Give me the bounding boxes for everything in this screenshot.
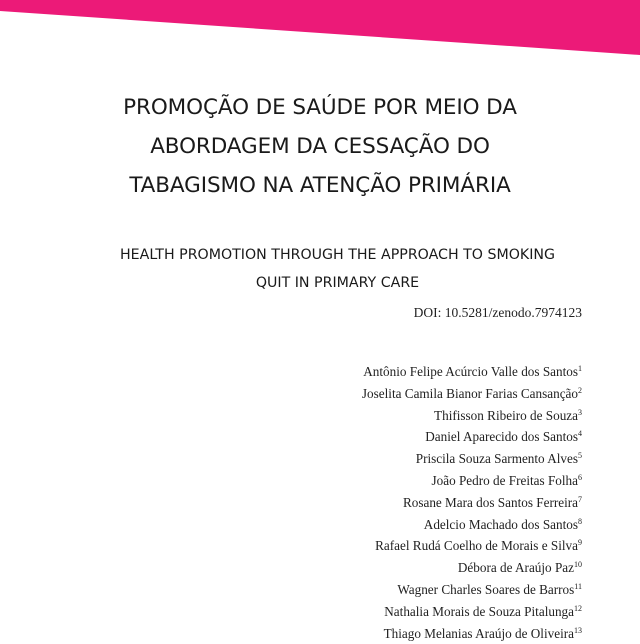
author-name: Daniel Aparecido dos Santos [425, 429, 578, 445]
author-name: Adelcio Machado dos Santos [423, 516, 578, 532]
author [362, 426, 582, 448]
author [362, 405, 582, 427]
subtitle-line: QUIT IN PRIMARY CARE [255, 275, 420, 291]
author-name: Antônio Felipe Acúrcio Valle dos Santos [363, 364, 578, 379]
author [362, 601, 582, 623]
affiliation-number: 2 [578, 385, 582, 395]
author [362, 535, 582, 557]
title-line: PROMOÇÃO DE SAÚDE POR MEIO DA [123, 95, 517, 120]
author [362, 361, 582, 383]
author-list [362, 361, 582, 644]
author-name: Priscila Souza Sarmento Alves [415, 451, 578, 467]
author-name: Joselita Camila Bianor Farias Cansanção [361, 385, 578, 401]
header-banner [0, 0, 640, 60]
doi[interactable]: DOI: 10.5281/zenodo.7974123 [413, 305, 582, 320]
author-name: Débora de Araújo Paz [457, 560, 574, 576]
affiliation-number: 13 [574, 625, 582, 635]
subtitle-line: HEALTH PROMOTION THROUGH THE APPROACH TO SMOKING [120, 247, 555, 263]
affiliation-number: 12 [574, 603, 582, 613]
affiliation-number: 5 [578, 451, 582, 461]
author [362, 623, 582, 644]
affiliation-number: 11 [574, 581, 582, 591]
author-name: Rosane Mara dos Santos Ferreira [402, 494, 578, 510]
author [362, 448, 582, 470]
affiliation-number: 6 [578, 472, 582, 482]
affiliation-number: 10 [574, 560, 582, 570]
author-name: João Pedro de Freitas Folha [431, 472, 578, 488]
author-name: Thiago Melanias Araújo de Oliveira [383, 625, 574, 641]
author [362, 470, 582, 492]
title-line: TABAGISMO NA ATENÇÃO PRIMÁRIA [129, 173, 511, 198]
author [362, 383, 582, 405]
affiliation-number: 7 [578, 494, 582, 504]
author-name: Wagner Charles Soares de Barros [397, 581, 575, 597]
paper-title [0, 88, 640, 205]
author [362, 514, 582, 536]
title-line: ABORDAGEM DA CESSAÇÃO DO [150, 134, 490, 159]
paper-subtitle-english [0, 241, 640, 297]
author [362, 492, 582, 514]
affiliation-number: 4 [578, 429, 582, 439]
author-name: Rafael Rudá Coelho de Morais e Silva [375, 538, 578, 554]
affiliation-number: 3 [578, 407, 582, 417]
affiliation-number: 1 [578, 364, 582, 373]
author [362, 579, 582, 601]
author-name: Nathalia Morais de Souza Pitalunga [384, 603, 574, 619]
affiliation-number: 9 [578, 538, 582, 548]
affiliation-number: 8 [578, 516, 582, 526]
author [362, 557, 582, 579]
author-name: Thifisson Ribeiro de Souza [434, 407, 578, 423]
